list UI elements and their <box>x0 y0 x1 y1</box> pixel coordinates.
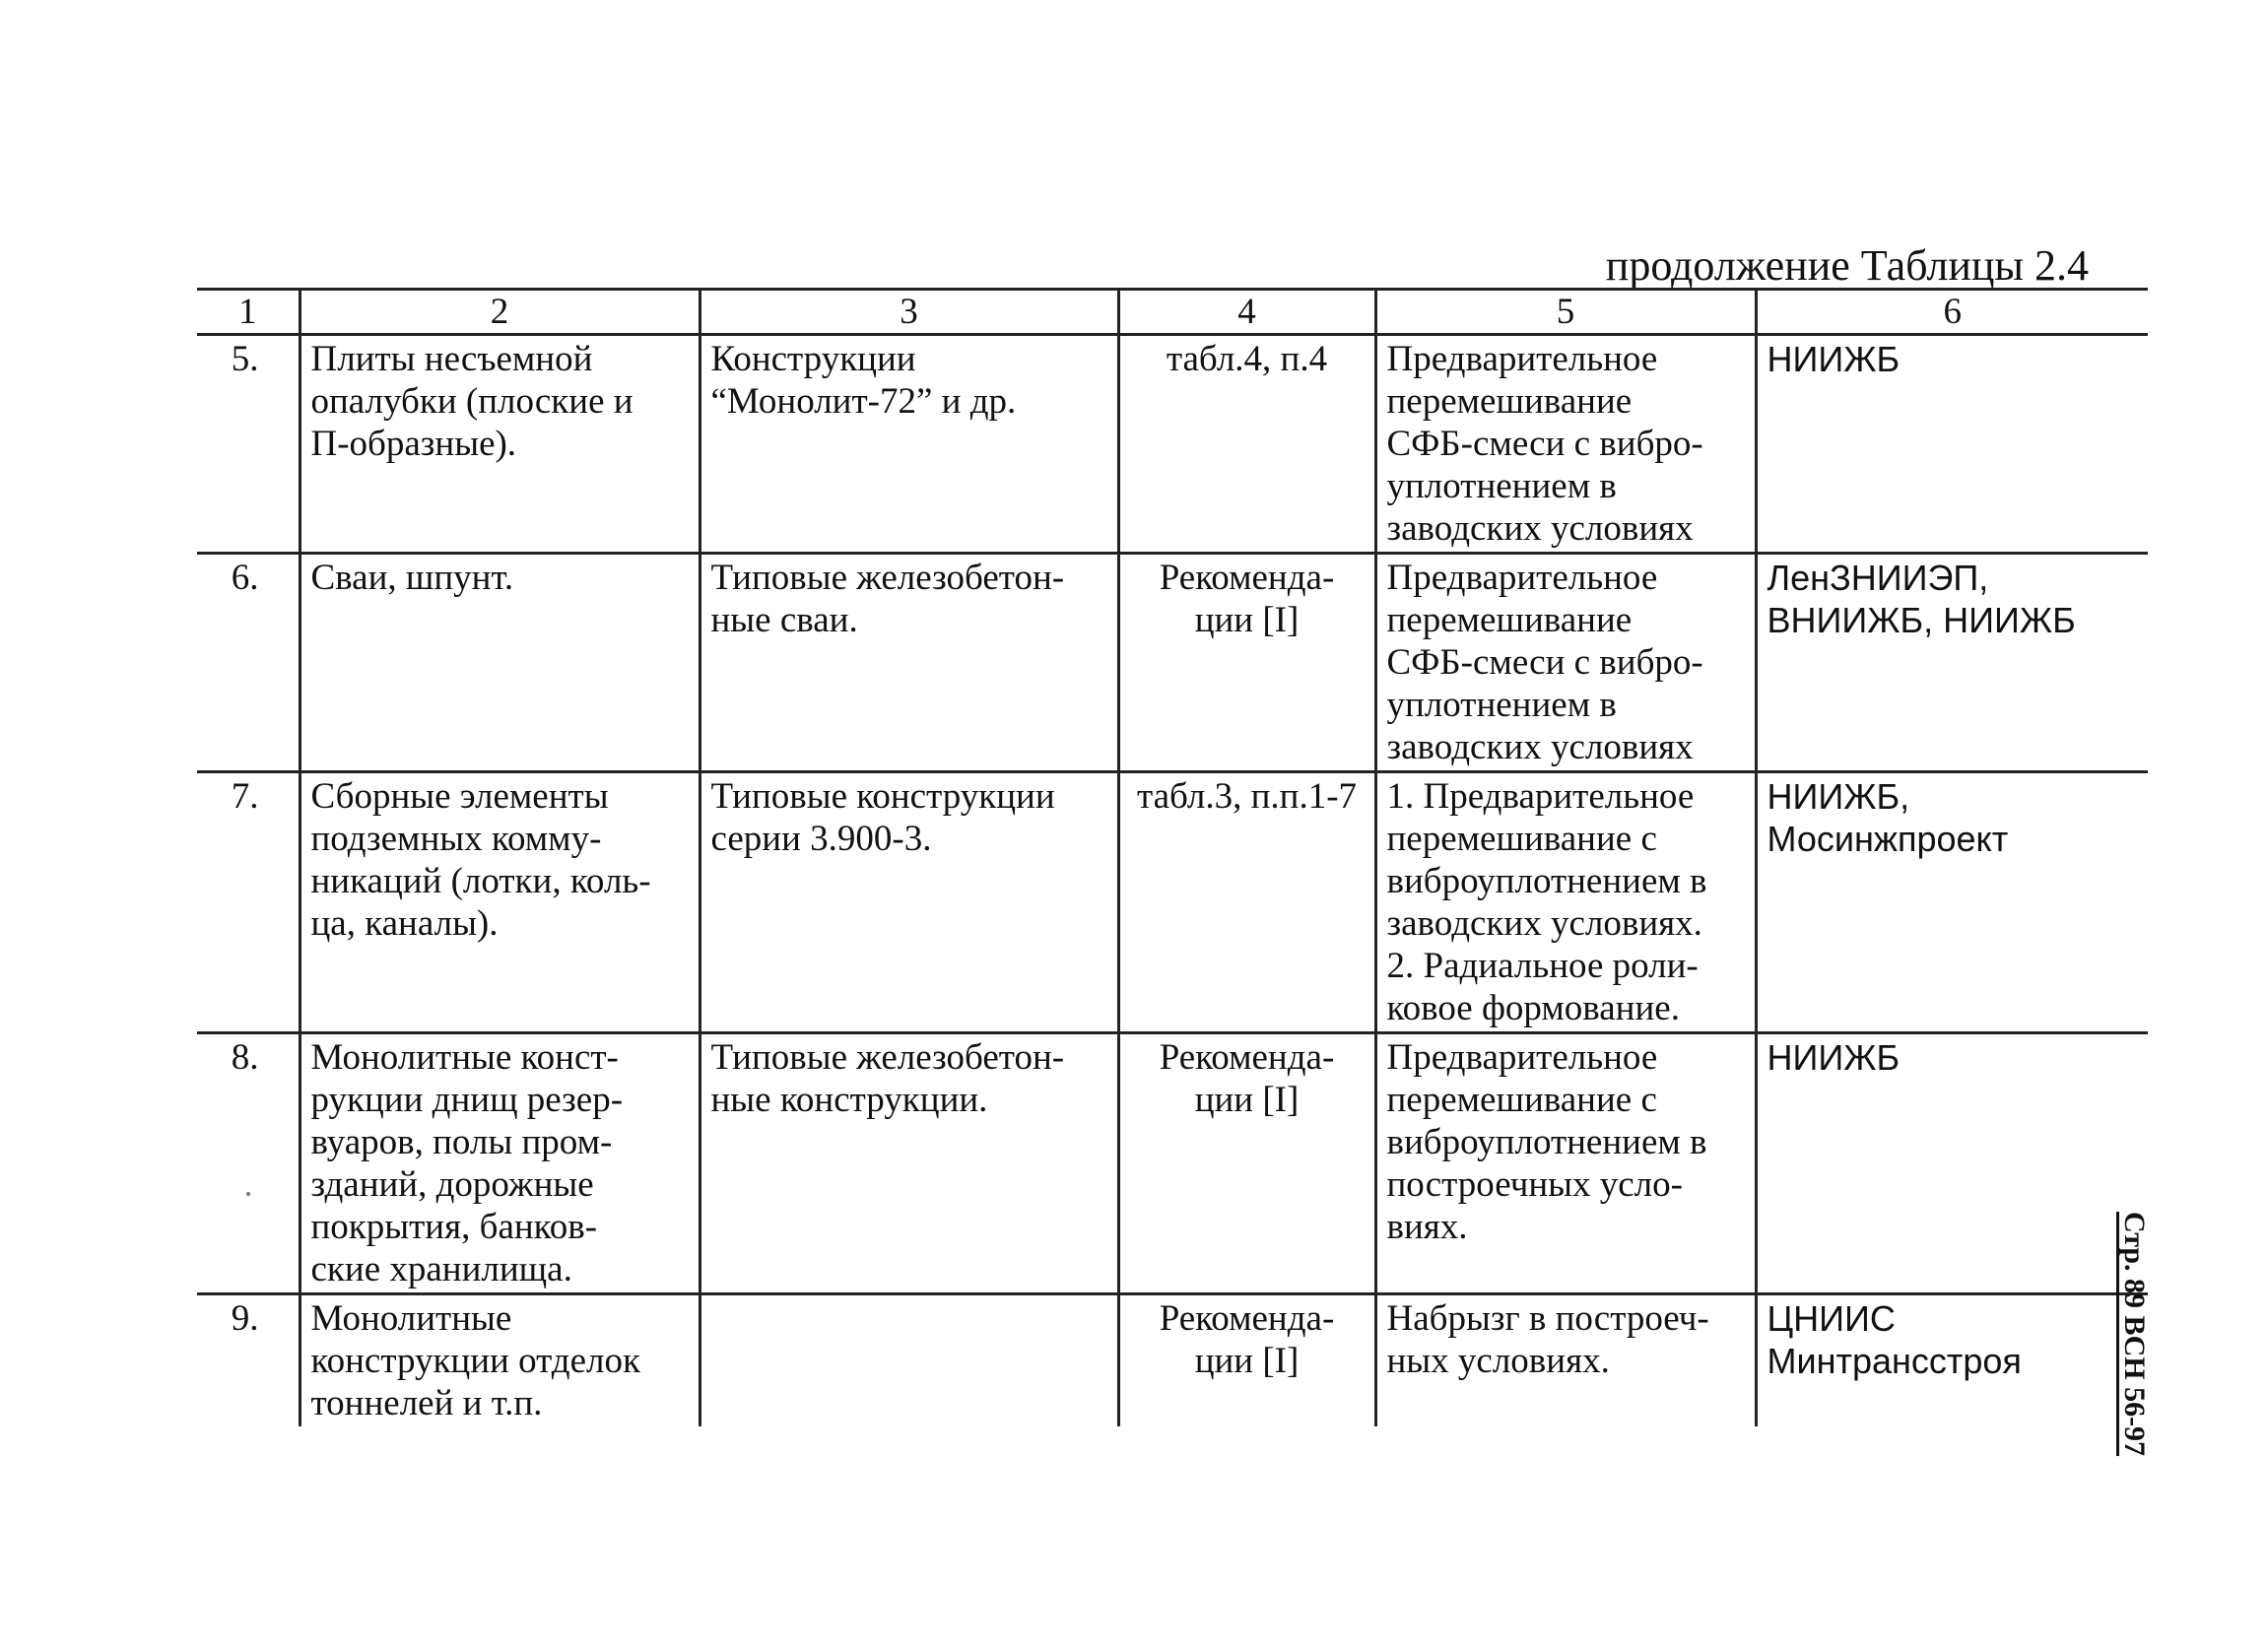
element-type-cell: Сборные элементы подземных комму- никаций (лотки, коль- ца, каналы). <box>300 772 700 1033</box>
row-number: 7. <box>197 772 300 1033</box>
construction-cell: Типовые конструкции серии 3.900-3. <box>700 772 1118 1033</box>
organization-cell: ЛенЗНИИЭП, ВНИИЖБ, НИИЖБ <box>1756 554 2148 772</box>
row-number: 6. <box>197 554 300 772</box>
row-number: 5. <box>197 335 300 554</box>
row-number: 9. <box>231 1298 259 1339</box>
scan-speck <box>246 1192 250 1196</box>
table-row <box>197 1033 2148 1294</box>
header-col-6: 6 <box>1756 290 2148 335</box>
organization-cell: НИИЖБ <box>1756 1033 2148 1294</box>
construction-cell: Типовые железобетон- ные сваи. <box>700 554 1118 772</box>
method-cell: Предварительное перемешивание СФБ-смеси с вибро- уплотнением в заводских условиях <box>1375 554 1756 772</box>
construction-cell: Типовые железобетон- ные конструкции. <box>700 1033 1118 1294</box>
row-number: 8. <box>197 1033 300 1294</box>
reference-cell: Рекоменда- ции [I] <box>1118 554 1375 772</box>
method-cell: Предварительное перемешивание СФБ-смеси с вибро- уплотнением в заводских условиях <box>1375 335 1756 554</box>
header-col-3: 3 <box>700 290 1118 335</box>
element-type-cell: Плиты несъемной опалубки (плоские и П-образные). <box>300 335 700 554</box>
organization-cell: НИИЖБ <box>1756 335 2148 554</box>
organization-cell: ЦНИИС Минтрансстроя <box>1756 1294 2148 1427</box>
reference-cell: табл.4, п.4 <box>1118 335 1375 554</box>
table-row <box>197 772 2148 1033</box>
method-cell: Предварительное перемешивание с виброуплотнением в построечных усло- виях. <box>1375 1033 1756 1294</box>
table-caption: продолжение Таблицы 2.4 <box>1605 241 2089 290</box>
element-type-cell: Монолитные конст- рукции днищ резер- вуаров, полы пром- зданий, дорожные покрытия, банков- ские хранилища. <box>300 1033 700 1294</box>
header-col-4: 4 <box>1118 290 1375 335</box>
reference-cell: Рекоменда- ции [I] <box>1118 1294 1375 1427</box>
element-type-cell: Сваи, шпунт. <box>300 554 700 772</box>
method-cell: 1. Предварительное перемешивание с виброуплотнением в заводских условиях. 2. Радиальное роли- ковое формование. <box>1375 772 1756 1033</box>
page-reference-label: Стр. 89 ВСН 56-97 <box>2118 1212 2151 1457</box>
method-cell: Набрызг в построеч- ных условиях. <box>1375 1294 1756 1427</box>
construction-cell <box>700 1294 1118 1427</box>
construction-cell: Конструкции “Монолит-72” и др. <box>700 335 1118 554</box>
element-type-cell: Монолитные конструкции отделок тоннелей и т.п. <box>300 1294 700 1427</box>
header-col-2: 2 <box>300 290 700 335</box>
table-row <box>197 554 2148 772</box>
table-row <box>197 1294 2148 1427</box>
continuation-table <box>197 288 2148 1426</box>
organization-cell: НИИЖБ, Мосинжпроект <box>1756 772 2148 1033</box>
header-row <box>197 290 2148 335</box>
reference-cell: табл.3, п.п.1-7 <box>1118 772 1375 1033</box>
header-col-1: 1 <box>197 290 300 335</box>
table-row <box>197 335 2148 554</box>
header-col-5: 5 <box>1375 290 1756 335</box>
reference-cell: Рекоменда- ции [I] <box>1118 1033 1375 1294</box>
